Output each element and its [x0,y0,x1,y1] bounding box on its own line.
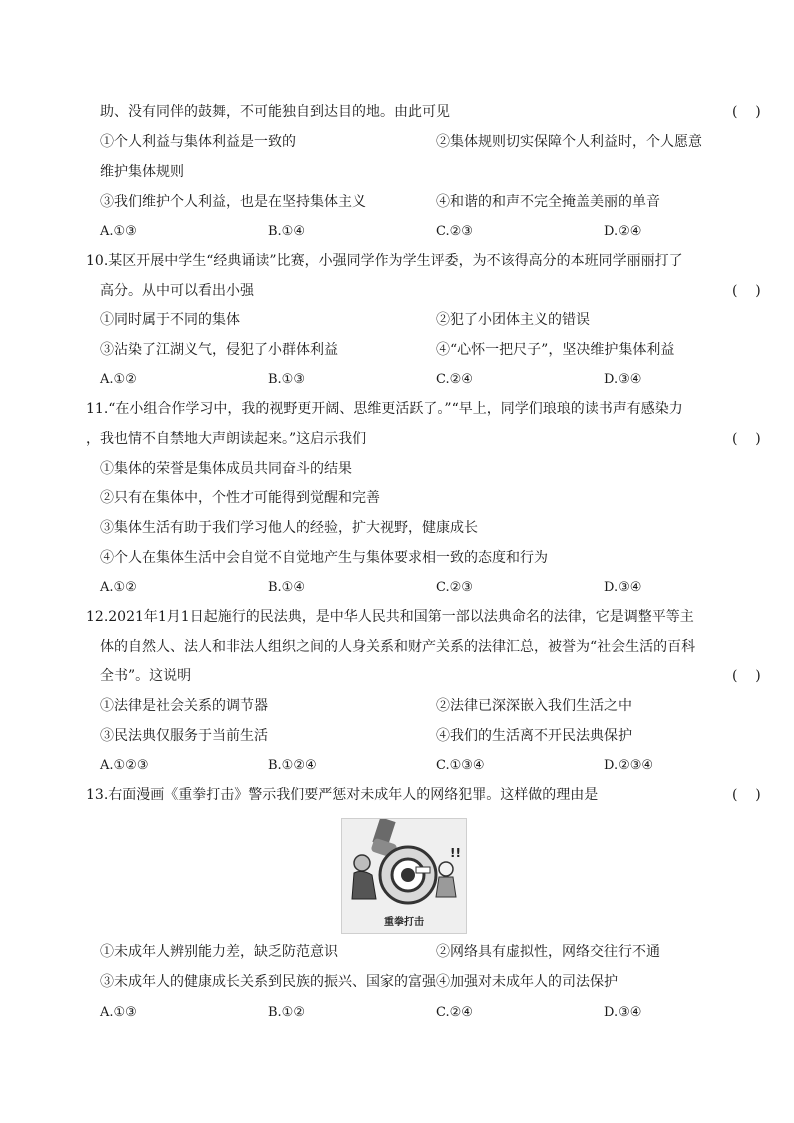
q9-stem-line: 助、没有同伴的鼓舞，不可能独自到达目的地。由此可见 [100,104,450,120]
q9-item-2-cont: 维护集体规则 [100,164,184,180]
q10-stem-line-2: 高分。从中可以看出小强 [100,283,254,299]
q12-item-1: ①法律是社会关系的调节器 [100,698,268,714]
q10-item-1: ①同时属于不同的集体 [100,312,240,328]
q9-item-1: ①个人利益与集体利益是一致的 [100,134,296,150]
q11-item-1: ①集体的荣誉是集体成员共同奋斗的结果 [100,461,352,477]
q9-item-2: ②集体规则切实保障个人利益时，个人愿意 [436,134,702,150]
q10-stem-line-1: 10.某区开展中学生“经典诵读”比赛，小强同学作为学生评委，为不该得高分的本班同学丽丽打了 [86,253,683,269]
q13-option-b: B.①② [268,1005,305,1020]
q13-item-4: ④加强对未成年人的司法保护 [436,974,618,990]
q9-option-a: A.①③ [100,224,137,239]
q10-option-c: C.②④ [436,372,473,387]
q9-option-d: D.②④ [604,224,642,239]
q10-option-a: A.①② [100,372,137,387]
q13-option-c: C.②④ [436,1005,473,1020]
q11-item-3: ③集体生活有助于我们学习他人的经验，扩大视野，健康成长 [100,520,478,536]
q12-option-d: D.②③④ [604,758,654,773]
q12-stem-line-2: 体的自然人、法人和非法人组织之间的人身关系和财产关系的法律汇总，被誉为“社会生活的百科 [100,639,696,655]
q12-answer-paren: ( ) [732,668,761,684]
q12-stem-line-3: 全书”。这说明 [100,668,192,684]
q11-item-4: ④个人在集体生活中会自觉不自觉地产生与集体要求相一致的态度和行为 [100,550,548,566]
q9-answer-paren: ( ) [732,104,761,120]
q12-item-3: ③民法典仅服务于当前生活 [100,728,268,744]
q10-option-b: B.①③ [268,372,305,387]
q11-option-a: A.①② [100,580,137,595]
q10-item-3: ③沾染了江湖义气，侵犯了小群体利益 [100,342,338,358]
q11-option-b: B.①④ [268,580,305,595]
q13-answer-paren: ( ) [732,787,761,803]
q10-answer-paren: ( ) [732,283,761,299]
q11-item-2: ②只有在集体中，个性才可能得到觉醒和完善 [100,490,380,506]
cartoon-caption: 重拳打击 [384,917,424,928]
q10-item-4: ④“心怀一把尺子”，坚决维护集体利益 [436,342,675,358]
q12-option-c: C.①③④ [436,758,485,773]
q10-item-2: ②犯了小团体主义的错误 [436,312,590,328]
q9-item-3: ③我们维护个人利益，也是在坚持集体主义 [100,194,366,210]
q9-option-b: B.①④ [268,224,305,239]
q12-option-b: B.①②④ [268,758,317,773]
q12-item-4: ④我们的生活离不开民法典保护 [436,728,632,744]
q12-option-a: A.①②③ [100,758,149,773]
q12-item-2: ②法律已深深嵌入我们生活之中 [436,698,632,714]
q12-stem-line-1: 12.2021年1月1日起施行的民法典，是中华人民共和国第一部以法典命名的法律，它是调整平等主 [86,609,694,625]
q10-option-d: D.③④ [604,372,642,387]
q9-item-4: ④和谐的和声不完全掩盖美丽的单音 [436,194,660,210]
q11-stem-line-1: 11.“在小组合作学习中，我的视野更开阔、思维更活跃了。”“早上，同学们琅琅的读书声有感染力 [86,401,683,417]
q11-option-d: D.③④ [604,580,642,595]
q9-option-c: C.②③ [436,224,473,239]
q13-option-d: D.③④ [604,1005,642,1020]
q11-option-c: C.②③ [436,580,473,595]
cartoon-illustration [342,819,466,911]
cartoon-image [341,818,467,934]
q13-item-2: ②网络具有虚拟性，网络交往行不通 [436,944,660,960]
q11-stem-line-2: ，我也情不自禁地大声朗读起来。”这启示我们 [86,431,367,447]
q11-answer-paren: ( ) [732,431,761,447]
svg-text:!!: !! [450,846,461,860]
q13-item-3: ③未成年人的健康成长关系到民族的振兴、国家的富强 [100,974,436,990]
q13-option-a: A.①③ [100,1005,137,1020]
q13-stem-line: 13.右面漫画《重拳打击》警示我们要严惩对未成年人的网络犯罪。这样做的理由是 [86,787,599,803]
q13-item-1: ①未成年人辨别能力差，缺乏防范意识 [100,944,338,960]
